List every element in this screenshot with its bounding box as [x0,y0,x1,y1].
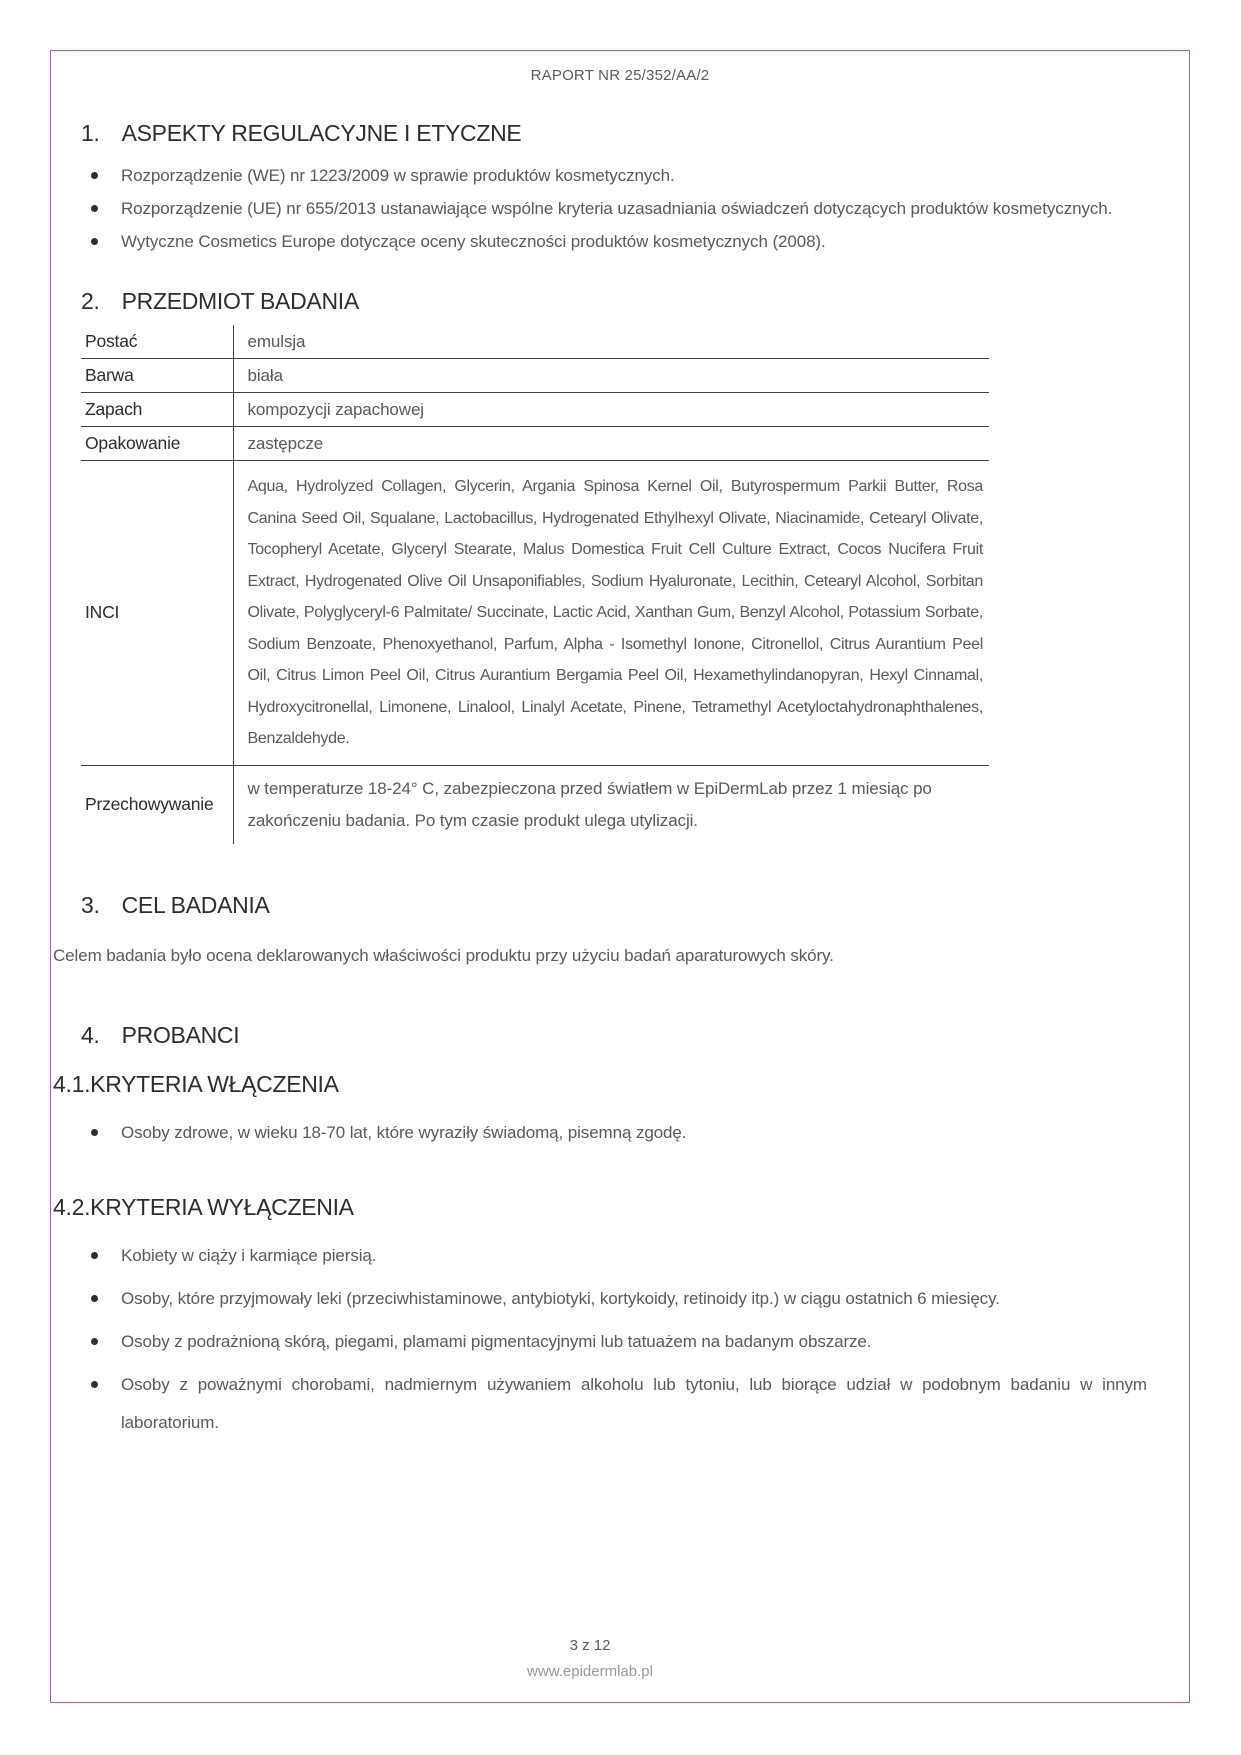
bullet-text: Osoby zdrowe, w wieku 18-70 lat, które wyraziły świadomą, pisemną zgodę. [121,1122,687,1142]
section-4-number: 4. [81,1021,100,1048]
spec-value: zastępcze [233,427,989,461]
regulatory-bullet-list [51,159,1189,258]
bullet-text: Rozporządzenie (WE) nr 1223/2009 w sprawie produktów kosmetycznych. [121,166,675,185]
spec-label: INCI [81,461,233,766]
product-spec-table [81,325,989,844]
section-1-title: ASPEKTY REGULACYJNE I ETYCZNE [121,120,522,146]
spec-value: kompozycji zapachowej [233,393,989,427]
table-row-storage [81,765,989,844]
spec-value: biała [233,359,989,393]
list-item [91,1114,1147,1152]
bullet-text: Osoby z podrażnioną skórą, piegami, plamami pigmentacyjnymi lub tatuażem na badanym obszarze. [121,1331,872,1351]
bullet-icon [91,1129,98,1136]
section-3-number: 3. [81,891,100,918]
bullet-icon [91,172,98,179]
spec-label: Zapach [81,393,233,427]
table-row [81,427,989,461]
table-row [81,359,989,393]
bullet-icon [91,1338,98,1345]
page-footer [51,1637,1129,1680]
list-item [91,1323,1147,1361]
section-4-heading [81,1022,1149,1049]
bullet-text: Osoby, które przyjmowały leki (przeciwhistaminowe, antybiotyki, kortykoidy, retinoidy itp.) w ciągu ostatnich 6 miesięcy. [121,1288,1000,1308]
inclusion-criteria-list [51,1114,1189,1152]
spec-label: Postać [81,325,233,359]
list-item [91,1280,1147,1318]
subsection-4-1-heading: 4.1.KRYTERIA WŁĄCZENIA [53,1070,339,1097]
list-item [91,192,1147,225]
section-3-heading [81,892,1149,919]
section-2-number: 2. [81,288,100,314]
bullet-icon [91,1295,98,1302]
section-4-title: PROBANCI [121,1021,240,1048]
section-1-heading [81,120,1149,147]
bullet-text: Wytyczne Cosmetics Europe dotyczące oceny skuteczności produktów kosmetycznych (2008). [121,232,826,251]
bullet-icon [91,238,98,245]
report-header: RAPORT NR 25/352/AA/2 [530,67,710,84]
spec-label: Barwa [81,359,233,393]
bullet-icon [91,1381,98,1388]
study-goal-paragraph: Celem badania było ocena deklarowanych właściwości produktu przy użyciu badań aparaturowych skóry. [53,945,834,965]
bullet-icon [91,1252,98,1259]
exclusion-criteria-list [51,1237,1189,1442]
table-row [81,393,989,427]
spec-label: Opakowanie [81,427,233,461]
section-2-heading [81,288,1149,315]
section-2-title: PRZEDMIOT BADANIA [121,288,359,314]
bullet-text: Osoby z poważnymi chorobami, nadmiernym używaniem alkoholu lub tytoniu, lub biorące udział w podobnym badaniu w innym laboratorium. [121,1374,1147,1432]
section-1-number: 1. [81,120,100,146]
website-url: www.epidermlab.pl [527,1663,653,1680]
section-3-title: CEL BADANIA [121,891,270,918]
bullet-icon [91,205,98,212]
inci-ingredients-text: Aqua, Hydrolyzed Collagen, Glycerin, Argania Spinosa Kernel Oil, Butyrospermum Parkii Butter, Rosa Canina Seed Oil, Squalane, Lactobacillus, Hydrogenated Ethylhexyl Olivate, Niacinamide, Cetearyl Olivate, Tocopheryl Acetate, Glyceryl Stearate, Malus Domestica Fruit Cell Culture Extract, Cocos Nucifera Fruit Extract, Hydrogenated Olive Oil Unsaponifiables, Sodium Hyaluronate, Lecithin, Cetearyl Alcohol, Sorbitan Olivate, Polyglyceryl-6 Palmitate/ Succinate, Lactic Acid, Xanthan Gum, Benzyl Alcohol, Potassium Sorbate, Sodium Benzoate, Phenoxyethanol, Parfum, Alpha - Isomethyl Ionone, Citronellol, Citrus Aurantium Peel Oil, Citrus Limon Peel Oil, Citrus Aurantium Bergamia Peel Oil, Hexamethylindanopyran, Hexyl Cinnamal, Hydroxycitronellal, Limonene, Linalool, Linalyl Acetate, Pinene, Tetramethyl Acetyloctahydronaphthalenes, Benzaldehyde. [233,461,989,766]
list-item [91,159,1147,192]
page-border-frame [50,50,1190,1703]
storage-conditions-text: w temperaturze 18-24° C, zabezpieczona przed światłem w EpiDermLab przez 1 miesiąc po zakończeniu badania. Po tym czasie produkt ulega utylizacji. [233,765,989,844]
table-row [81,325,989,359]
spec-label: Przechowywanie [85,794,214,814]
subsection-4-2-heading: 4.2.KRYTERIA WYŁĄCZENIA [53,1193,354,1220]
bullet-text: Rozporządzenie (UE) nr 655/2013 ustanawiające wspólne kryteria uzasadniania oświadczeń dotyczących produktów kosmetycznych. [121,199,1113,218]
table-row-inci [81,461,989,766]
bullet-text: Kobiety w ciąży i karmiące piersią. [121,1245,377,1265]
list-item [91,1237,1147,1275]
list-item [91,225,1147,258]
page-number: 3 z 12 [569,1637,611,1654]
spec-value: emulsja [233,325,989,359]
list-item [91,1366,1147,1442]
